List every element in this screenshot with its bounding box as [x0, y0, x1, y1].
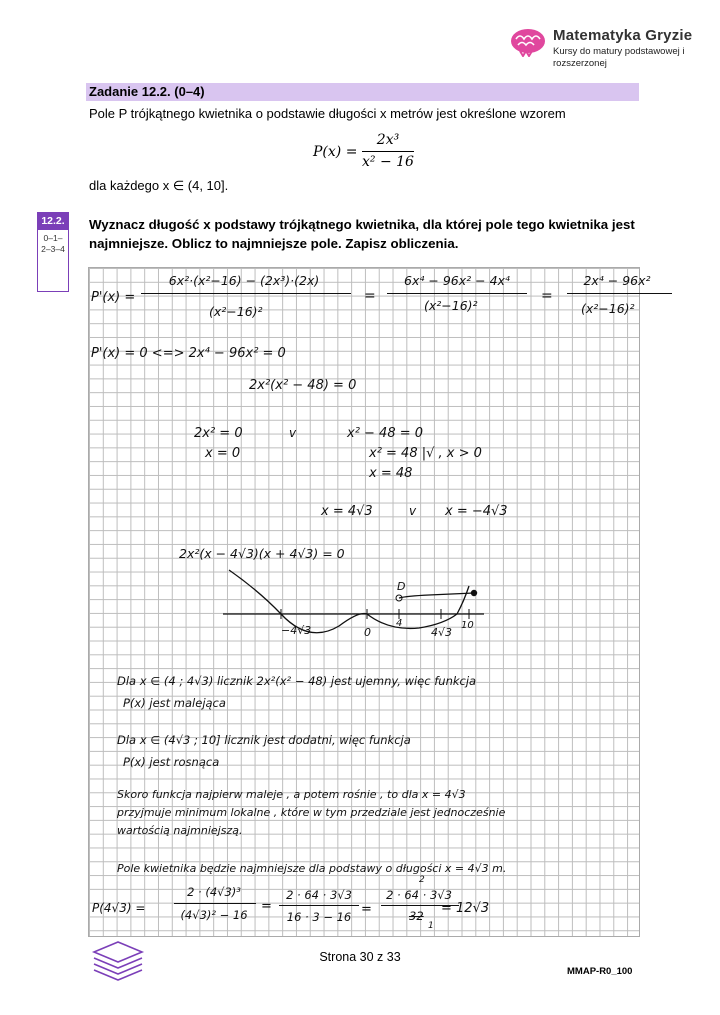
- hw-bar2: [387, 293, 527, 294]
- hw-num3: 2x⁴ − 96x²: [583, 273, 651, 288]
- graph-tick-zero: 0: [364, 626, 371, 639]
- brain-icon: [508, 27, 548, 57]
- hw-bar1: [141, 293, 351, 294]
- graph-tick-four: 4: [396, 618, 403, 629]
- hw-final-num1: 2 · (4√3)³: [187, 885, 241, 899]
- hw-eq1: =: [364, 288, 376, 304]
- formula-numerator: 2x³: [376, 132, 400, 148]
- hw-final-den3: 32: [409, 909, 424, 923]
- brand-subtitle: Kursy do matury podstawowej i rozszerzonej: [553, 46, 685, 69]
- hw-num1: 6x²·(x²−16) − (2x³)·(2x): [168, 273, 320, 288]
- hw-final-small: 2: [419, 875, 425, 885]
- graph-tick-neg: −4√3: [281, 624, 312, 637]
- page-number: Strona 30 z 33: [319, 950, 401, 964]
- hw-line3: 2x²(x² − 48) = 0: [249, 378, 357, 393]
- hw-line7b: x = −4√3: [445, 504, 508, 519]
- document-code: MMAP-R0_100: [567, 966, 633, 977]
- badge-points-1: 0–1–: [43, 233, 63, 243]
- hw-line7or: v: [409, 504, 417, 518]
- hw-eq2: =: [541, 288, 553, 304]
- hw-p3-line1: Skoro funkcja najpierw maleje , a potem rośnie , to dla x = 4√3: [117, 788, 466, 801]
- hw-line2: P'(x) = 0 <=> 2x⁴ − 96x² = 0: [91, 346, 286, 361]
- hw-final-eq1: =: [261, 899, 272, 914]
- brand-title: Matematyka Gryzie: [553, 27, 693, 44]
- graph-tick-pos: 4√3: [431, 626, 453, 639]
- hw-final-bar2: [279, 905, 359, 906]
- domain-line: [399, 593, 474, 598]
- hw-final-lhs: P(4√3) =: [92, 901, 146, 915]
- graph-label-d: D: [397, 580, 406, 593]
- hw-final-den2: 16 · 3 − 16: [286, 910, 352, 924]
- badge-number: 12.2.: [37, 212, 69, 230]
- hw-p1-line1: Dla x ∈ (4 ; 4√3) licznik 2x²(x² − 48) jest ujemny, więc funkcja: [117, 674, 477, 688]
- hw-final-num2: 2 · 64 · 3√3: [286, 888, 352, 902]
- hw-final-num3: 2 · 64 · 3√3: [386, 888, 452, 902]
- hw-final-result: = 12√3: [441, 901, 490, 916]
- hw-derivative-lhs: P'(x) =: [91, 290, 136, 305]
- hw-final-eq2: =: [361, 902, 372, 917]
- hw-p1-line2: P(x) jest malejąca: [123, 696, 226, 710]
- domain-text: dla każdego x ∈ (4, 10].: [89, 178, 229, 193]
- graph-tick-ten: 10: [461, 620, 474, 631]
- hw-final-bar1: [174, 903, 256, 904]
- hw-den2: (x²−16)²: [424, 298, 478, 313]
- question-text: Wyznacz długość x podstawy trójkątnego kwietnika, dla której pole tego kwietnika jest najmniejsze. Oblicz to najmniejsze pole. Zapisz obliczenia.: [89, 217, 635, 251]
- sketch-curve: [229, 570, 469, 633]
- hw-line4a: 2x² = 0: [194, 426, 243, 441]
- hw-den3: (x²−16)²: [581, 301, 635, 316]
- hw-p3-line2: przyjmuje minimum lokalne , które w tym przedziale jest jednocześnie: [117, 806, 506, 819]
- hw-line7a: x = 4√3: [321, 504, 373, 519]
- formula-lhs: P(x) =: [313, 144, 358, 160]
- badge-points-2: 2–3–4: [41, 244, 65, 254]
- answer-grid: [88, 267, 651, 937]
- hw-bar3: [567, 293, 672, 294]
- hw-line6: x = 48: [369, 466, 413, 481]
- task-title: Zadanie 12.2. (0–4): [89, 84, 205, 99]
- hw-p2-line1: Dla x ∈ (4√3 ; 10] licznik jest dodatni, więc funkcja: [117, 733, 411, 747]
- hw-line5a: x = 0: [205, 446, 241, 461]
- hw-p3-line3: wartością najmniejszą.: [117, 824, 243, 837]
- hw-final-small2: 1: [428, 921, 434, 931]
- hw-p4: Pole kwietnika będzie najmniejsze dla podstawy o długości x = 4√3 m.: [117, 862, 507, 875]
- hw-num2: 6x⁴ − 96x² − 4x⁴: [404, 273, 510, 288]
- hw-p2-line2: P(x) jest rosnąca: [123, 755, 220, 769]
- formula-fraction-bar: [362, 151, 414, 152]
- badge-points: [37, 233, 69, 255]
- hw-line5b: x² = 48 |√ , x > 0: [369, 446, 482, 461]
- formula: [0, 130, 720, 175]
- hw-final-den1: (4√3)² − 16: [180, 908, 248, 922]
- hw-line8: 2x²(x − 4√3)(x + 4√3) = 0: [179, 546, 345, 561]
- hw-line4b: x² − 48 = 0: [347, 426, 424, 441]
- hw-line4or: v: [289, 426, 297, 440]
- formula-denominator: x² − 16: [362, 154, 414, 170]
- hw-den1: (x²−16)²: [209, 304, 263, 319]
- task-intro: Pole P trójkątnego kwietnika o podstawie długości x metrów jest określone wzorem: [89, 106, 566, 121]
